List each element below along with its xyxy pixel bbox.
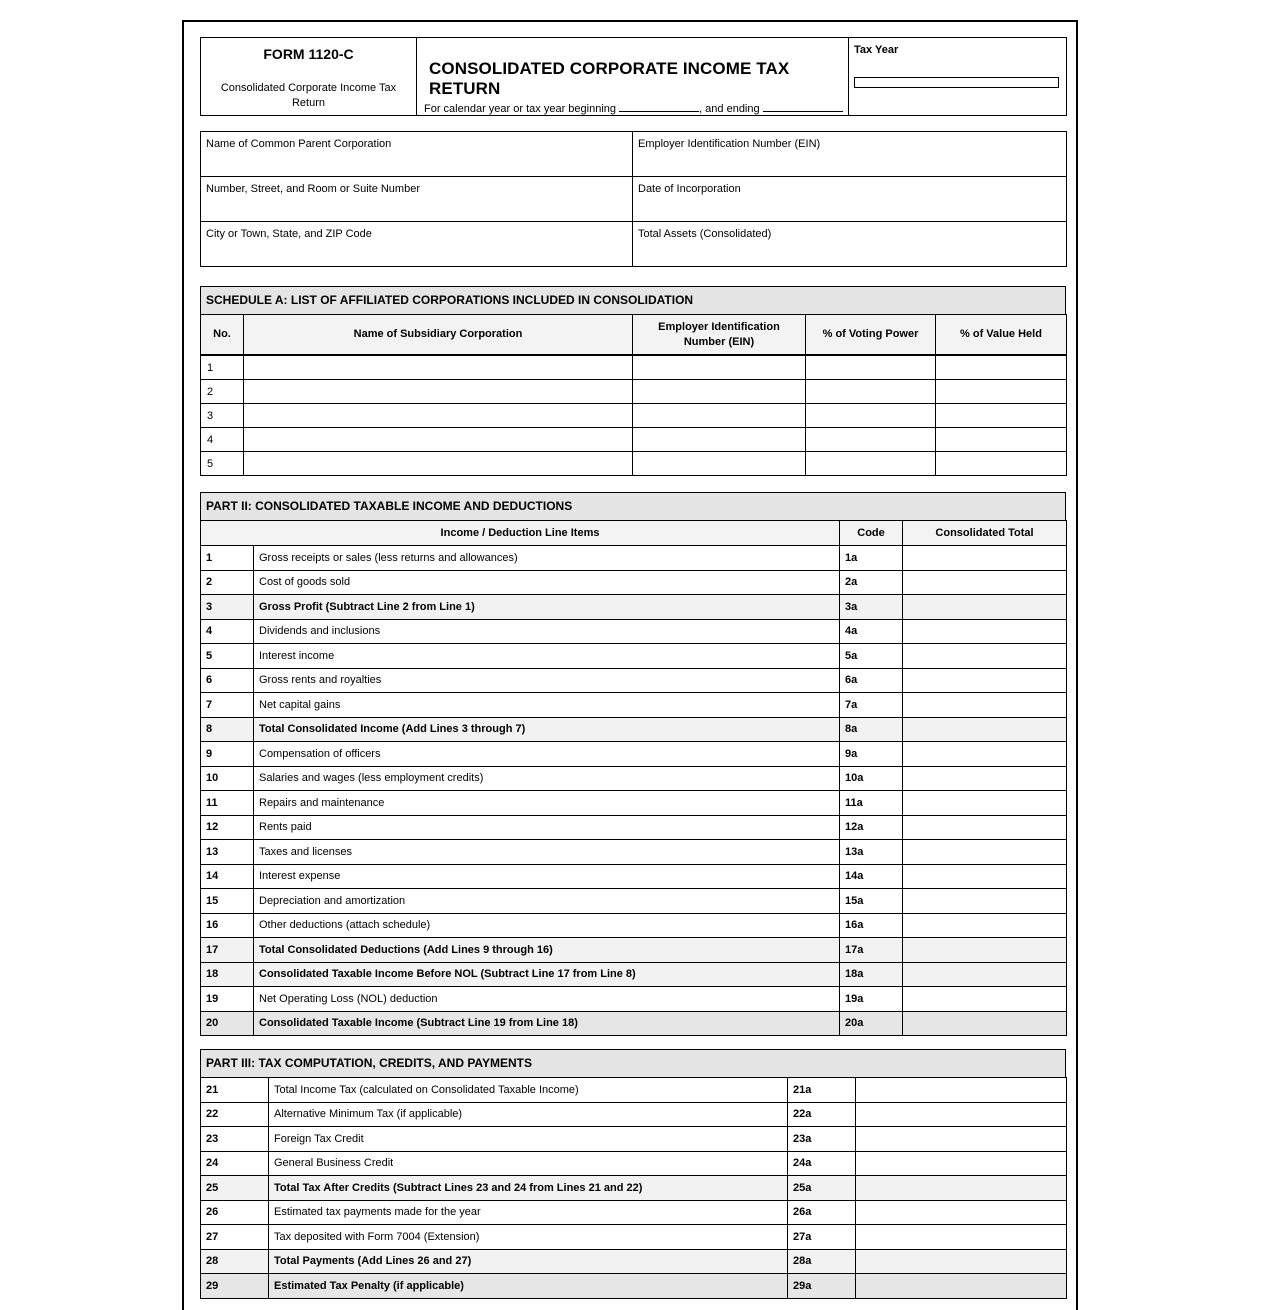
line-row [201, 913, 1067, 938]
row-number: 1 [201, 355, 244, 380]
city-label: City or Town, State, and ZIP Code [206, 228, 372, 240]
line-label: Total Consolidated Deductions (Add Lines 9 through 16) [254, 938, 840, 963]
line-row [201, 1011, 1067, 1036]
line-label: Gross receipts or sales (less returns and allowances) [254, 546, 840, 571]
line-code: 11a [840, 791, 903, 816]
line-number: 3 [201, 595, 254, 620]
form-number: FORM 1120-C [263, 46, 354, 62]
line-label: Cost of goods sold [254, 570, 840, 595]
line-amount-field[interactable] [903, 619, 1067, 644]
line-number: 26 [201, 1200, 269, 1225]
line-label: Gross rents and royalties [254, 668, 840, 693]
period-end-field[interactable] [763, 111, 843, 112]
line-code: 18a [840, 962, 903, 987]
line-row [201, 668, 1067, 693]
line-code: 21a [788, 1078, 856, 1103]
line-row [201, 693, 1067, 718]
line-label: Estimated tax payments made for the year [269, 1200, 788, 1225]
parent-name-label: Name of Common Parent Corporation [206, 138, 392, 150]
line-code: 10a [840, 766, 903, 791]
line-code: 8a [840, 717, 903, 742]
line-code: 16a [840, 913, 903, 938]
line-amount-field[interactable] [856, 1151, 1067, 1176]
line-label: Total Payments (Add Lines 26 and 27) [269, 1249, 788, 1274]
street-label: Number, Street, and Room or Suite Number [206, 183, 420, 195]
page-title: CONSOLIDATED CORPORATE INCOME TAX RETURN [429, 59, 790, 98]
line-code: 6a [840, 668, 903, 693]
schedule-a-table [200, 314, 1067, 476]
line-amount-field[interactable] [903, 815, 1067, 840]
period-mid: , and ending [699, 103, 760, 115]
part2-table [200, 520, 1067, 1036]
line-code: 23a [788, 1127, 856, 1152]
line-row [201, 1249, 1067, 1274]
line-number: 14 [201, 864, 254, 889]
line-amount-field[interactable] [903, 693, 1067, 718]
line-number: 6 [201, 668, 254, 693]
city-field[interactable] [201, 222, 633, 267]
line-row [201, 791, 1067, 816]
line-label: Net capital gains [254, 693, 840, 718]
line-row [201, 717, 1067, 742]
line-label: General Business Credit [269, 1151, 788, 1176]
subsidiary-name-cell[interactable] [244, 404, 633, 428]
line-code: 13a [840, 840, 903, 865]
line-label: Estimated Tax Penalty (if applicable) [269, 1274, 788, 1299]
voting-power-cell[interactable] [806, 380, 936, 404]
subsidiary-name-cell[interactable] [244, 452, 633, 476]
line-amount-field[interactable] [903, 717, 1067, 742]
voting-power-cell[interactable] [806, 355, 936, 380]
line-amount-field[interactable] [856, 1078, 1067, 1103]
col-header-subsidiary: Name of Subsidiary Corporation [244, 315, 633, 356]
line-number: 19 [201, 987, 254, 1012]
line-label: Gross Profit (Subtract Line 2 from Line 1) [254, 595, 840, 620]
line-code: 9a [840, 742, 903, 767]
schedule-a-title: SCHEDULE A: LIST OF AFFILIATED CORPORATIONS INCLUDED IN CONSOLIDATION [200, 286, 1066, 315]
line-number: 13 [201, 840, 254, 865]
subsidiary-ein-cell[interactable] [633, 355, 806, 380]
schedule-a-row [201, 428, 1067, 452]
col-header-code: Code [840, 521, 903, 546]
line-row [201, 766, 1067, 791]
line-row [201, 1127, 1067, 1152]
subsidiary-name-cell[interactable] [244, 355, 633, 380]
line-amount-field[interactable] [856, 1225, 1067, 1250]
line-code: 19a [840, 987, 903, 1012]
line-row [201, 619, 1067, 644]
line-amount-field[interactable] [903, 840, 1067, 865]
line-amount-field[interactable] [903, 791, 1067, 816]
line-number: 17 [201, 938, 254, 963]
line-label: Taxes and licenses [254, 840, 840, 865]
line-row [201, 570, 1067, 595]
line-label: Alternative Minimum Tax (if applicable) [269, 1102, 788, 1127]
form-page [182, 20, 1078, 1310]
line-code: 29a [788, 1274, 856, 1299]
tax-year-field[interactable] [854, 77, 1059, 88]
row-number: 5 [201, 452, 244, 476]
line-row [201, 1274, 1067, 1299]
line-code: 24a [788, 1151, 856, 1176]
row-number: 3 [201, 404, 244, 428]
part2-title: PART II: CONSOLIDATED TAXABLE INCOME AND DEDUCTIONS [200, 492, 1066, 521]
line-number: 25 [201, 1176, 269, 1201]
tax-year-cell [849, 38, 1067, 116]
line-amount-field[interactable] [903, 595, 1067, 620]
row-number: 4 [201, 428, 244, 452]
part3-table [200, 1077, 1067, 1299]
line-code: 12a [840, 815, 903, 840]
line-code: 26a [788, 1200, 856, 1225]
line-number: 9 [201, 742, 254, 767]
line-number: 23 [201, 1127, 269, 1152]
line-code: 25a [788, 1176, 856, 1201]
voting-power-cell[interactable] [806, 428, 936, 452]
line-number: 11 [201, 791, 254, 816]
line-number: 16 [201, 913, 254, 938]
line-code: 3a [840, 595, 903, 620]
line-amount-field[interactable] [856, 1274, 1067, 1299]
line-row [201, 546, 1067, 571]
line-code: 27a [788, 1225, 856, 1250]
line-label: Consolidated Taxable Income (Subtract Line 19 from Line 18) [254, 1011, 840, 1036]
line-number: 20 [201, 1011, 254, 1036]
line-row [201, 1200, 1067, 1225]
line-code: 20a [840, 1011, 903, 1036]
line-code: 14a [840, 864, 903, 889]
line-label: Foreign Tax Credit [269, 1127, 788, 1152]
col-header-ein-text: Employer Identification Number (EIN) [658, 320, 780, 348]
line-amount-field[interactable] [903, 546, 1067, 571]
line-row [201, 1176, 1067, 1201]
line-number: 18 [201, 962, 254, 987]
line-row [201, 1225, 1067, 1250]
value-held-cell[interactable] [936, 380, 1067, 404]
col-header-no: No. [201, 315, 244, 356]
line-amount-field[interactable] [903, 913, 1067, 938]
line-amount-field[interactable] [903, 668, 1067, 693]
line-amount-field[interactable] [856, 1200, 1067, 1225]
col-header-total: Consolidated Total [903, 521, 1067, 546]
line-label: Interest expense [254, 864, 840, 889]
value-held-cell[interactable] [936, 404, 1067, 428]
line-code: 4a [840, 619, 903, 644]
value-held-cell[interactable] [936, 428, 1067, 452]
line-label: Total Consolidated Income (Add Lines 3 through 7) [254, 717, 840, 742]
line-row [201, 1102, 1067, 1127]
ein-label: Employer Identification Number (EIN) [638, 138, 821, 150]
line-code: 15a [840, 889, 903, 914]
line-row [201, 742, 1067, 767]
line-amount-field[interactable] [856, 1127, 1067, 1152]
subsidiary-ein-cell[interactable] [633, 380, 806, 404]
incorporation-date-label: Date of Incorporation [638, 183, 741, 195]
line-label: Rents paid [254, 815, 840, 840]
line-code: 22a [788, 1102, 856, 1127]
incorporation-date-field[interactable] [633, 177, 1067, 222]
form-header [200, 37, 1067, 116]
line-code: 17a [840, 938, 903, 963]
line-number: 29 [201, 1274, 269, 1299]
schedule-a-row [201, 404, 1067, 428]
line-row [201, 1078, 1067, 1103]
col-header-line-items: Income / Deduction Line Items [201, 521, 840, 546]
tax-year-label: Tax Year [854, 44, 899, 56]
line-amount-field[interactable] [903, 938, 1067, 963]
line-label: Depreciation and amortization [254, 889, 840, 914]
value-held-cell[interactable] [936, 355, 1067, 380]
line-amount-field[interactable] [856, 1102, 1067, 1127]
line-label: Net Operating Loss (NOL) deduction [254, 987, 840, 1012]
line-row [201, 864, 1067, 889]
line-label: Other deductions (attach schedule) [254, 913, 840, 938]
period-begin-field[interactable] [619, 111, 699, 112]
subsidiary-ein-cell[interactable] [633, 428, 806, 452]
schedule-a-row [201, 380, 1067, 404]
line-label: Total Tax After Credits (Subtract Lines 23 and 24 from Lines 21 and 22) [269, 1176, 788, 1201]
subsidiary-ein-cell[interactable] [633, 452, 806, 476]
line-number: 22 [201, 1102, 269, 1127]
subsidiary-name-cell[interactable] [244, 428, 633, 452]
line-amount-field[interactable] [903, 742, 1067, 767]
line-row [201, 962, 1067, 987]
street-field[interactable] [201, 177, 633, 222]
line-number: 12 [201, 815, 254, 840]
line-label: Salaries and wages (less employment credits) [254, 766, 840, 791]
total-assets-field[interactable] [633, 222, 1067, 267]
form-title-cell [417, 38, 849, 116]
part3-title: PART III: TAX COMPUTATION, CREDITS, AND PAYMENTS [200, 1049, 1066, 1078]
subsidiary-name-cell[interactable] [244, 380, 633, 404]
form-id-cell [201, 38, 417, 116]
line-row [201, 840, 1067, 865]
line-code: 1a [840, 546, 903, 571]
line-amount-field[interactable] [903, 987, 1067, 1012]
line-amount-field[interactable] [903, 644, 1067, 669]
line-number: 28 [201, 1249, 269, 1274]
line-number: 10 [201, 766, 254, 791]
subsidiary-ein-cell[interactable] [633, 404, 806, 428]
line-row [201, 1151, 1067, 1176]
line-number: 21 [201, 1078, 269, 1103]
line-row [201, 595, 1067, 620]
line-number: 15 [201, 889, 254, 914]
period-prefix: For calendar year or tax year beginning [424, 103, 616, 115]
line-amount-field[interactable] [903, 1011, 1067, 1036]
line-number: 2 [201, 570, 254, 595]
line-label: Interest income [254, 644, 840, 669]
total-assets-label: Total Assets (Consolidated) [638, 228, 772, 240]
line-amount-field[interactable] [856, 1176, 1067, 1201]
line-code: 5a [840, 644, 903, 669]
line-label: Total Income Tax (calculated on Consolidated Taxable Income) [269, 1078, 788, 1103]
line-number: 7 [201, 693, 254, 718]
line-row [201, 644, 1067, 669]
form-subtitle: Consolidated Corporate Income Tax Return [220, 82, 397, 109]
row-number: 2 [201, 380, 244, 404]
parent-name-field[interactable] [201, 132, 633, 177]
line-label: Compensation of officers [254, 742, 840, 767]
line-code: 2a [840, 570, 903, 595]
ein-field[interactable] [633, 132, 1067, 177]
value-held-cell[interactable] [936, 452, 1067, 476]
line-amount-field[interactable] [903, 570, 1067, 595]
line-label: Consolidated Taxable Income Before NOL (Subtract Line 17 from Line 8) [254, 962, 840, 987]
line-label: Repairs and maintenance [254, 791, 840, 816]
line-amount-field[interactable] [856, 1249, 1067, 1274]
tax-period [424, 103, 848, 115]
line-number: 24 [201, 1151, 269, 1176]
line-amount-field[interactable] [903, 962, 1067, 987]
voting-power-cell[interactable] [806, 404, 936, 428]
line-amount-field[interactable] [903, 864, 1067, 889]
line-amount-field[interactable] [903, 889, 1067, 914]
line-row [201, 938, 1067, 963]
line-row [201, 815, 1067, 840]
line-code: 28a [788, 1249, 856, 1274]
voting-power-cell[interactable] [806, 452, 936, 476]
line-row [201, 889, 1067, 914]
line-number: 8 [201, 717, 254, 742]
col-header-ein [633, 315, 806, 356]
line-row [201, 987, 1067, 1012]
identity-section [200, 131, 1067, 267]
line-label: Dividends and inclusions [254, 619, 840, 644]
schedule-a-row [201, 355, 1067, 380]
line-number: 1 [201, 546, 254, 571]
col-header-voting: % of Voting Power [806, 315, 936, 356]
line-amount-field[interactable] [903, 766, 1067, 791]
col-header-value: % of Value Held [936, 315, 1067, 356]
line-number: 4 [201, 619, 254, 644]
line-number: 5 [201, 644, 254, 669]
line-code: 7a [840, 693, 903, 718]
line-number: 27 [201, 1225, 269, 1250]
line-label: Tax deposited with Form 7004 (Extension) [269, 1225, 788, 1250]
schedule-a-row [201, 452, 1067, 476]
